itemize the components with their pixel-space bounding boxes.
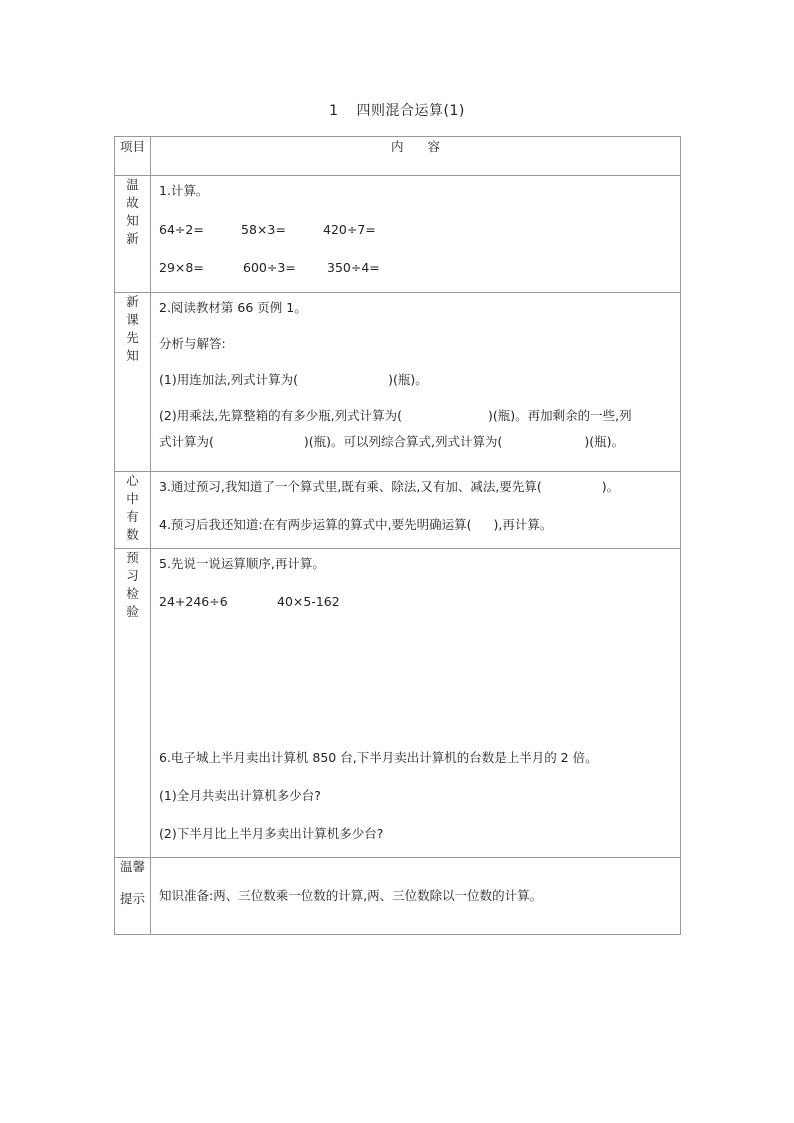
calc-row-1 (159, 220, 680, 240)
question-4: 4.预习后我还知道:在有两步运算的算式中,要先明确运算( ),再计算。 (159, 517, 553, 532)
lesson-number: 1 (329, 103, 339, 119)
new-lesson-content-cell (151, 293, 681, 472)
calc-item: 420÷7= (323, 222, 376, 237)
part-2-continued: 式计算为( )(瓶)。可以列综合算式,列式计算为( )(瓶)。 (159, 434, 625, 449)
question-6-1: (1)全月共卖出计算机多少台? (159, 788, 321, 803)
in-mind-content-cell (151, 472, 681, 549)
preview-check-label: 预习检验 (126, 550, 139, 619)
tips-label-a: 温馨 (119, 859, 145, 874)
question-5: 5.先说一说运算顺序,再计算。 (159, 556, 325, 571)
tips-row (115, 858, 681, 935)
calc-item: 58×3= (241, 222, 286, 237)
part-1: (1)用连加法,列式计算为( )(瓶)。 (159, 372, 428, 387)
calc-item: 350÷4= (327, 260, 380, 275)
question-6: 6.电子城上半月卖出计算机 850 台,下半月卖出计算机的台数是上半月的 2 倍。 (159, 750, 598, 765)
calc-item: 29×8= (159, 260, 204, 275)
expression-row (159, 592, 680, 612)
header-label: 项目 (119, 139, 145, 154)
calc-item: 600÷3= (243, 260, 296, 275)
worksheet-table (114, 136, 681, 935)
header-content-b: 容 (427, 139, 441, 154)
preview-check-content-cell (151, 549, 681, 858)
analysis-label: 分析与解答: (159, 336, 226, 351)
review-label-cell (115, 176, 151, 293)
page-title (0, 100, 794, 120)
in-mind-label-cell (115, 472, 151, 549)
header-content-a: 内 (390, 139, 404, 154)
expression: 40×5-162 (277, 594, 340, 609)
new-lesson-label: 新课先知 (126, 294, 139, 363)
calc-row-2 (159, 258, 680, 278)
new-lesson-label-cell (115, 293, 151, 472)
tips-label-cell (115, 858, 151, 935)
tips-label-b: 提示 (119, 891, 145, 906)
header-row (115, 137, 681, 176)
preview-check-label-cell (115, 549, 151, 858)
tips-content-cell (151, 858, 681, 935)
question-6-2: (2)下半月比上半月多卖出计算机多少台? (159, 826, 384, 841)
review-label: 温故知新 (126, 177, 139, 246)
part-2: (2)用乘法,先算整箱的有多少瓶,列式计算为( )(瓶)。再加剩余的一些,列 (159, 408, 632, 423)
preview-check-row (115, 549, 681, 858)
tips-text: 知识准备:两、三位数乘一位数的计算,两、三位数除以一位数的计算。 (159, 888, 543, 903)
question-3: 3.通过预习,我知道了一个算式里,既有乘、除法,又有加、减法,要先算( )。 (159, 479, 620, 494)
in-mind-row (115, 472, 681, 549)
header-content-cell (151, 137, 681, 176)
in-mind-label: 心中有数 (126, 473, 139, 542)
review-content-cell (151, 176, 681, 293)
reading-question: 2.阅读教材第 66 页例 1。 (159, 300, 307, 315)
review-question: 1.计算。 (159, 183, 209, 198)
expression: 24+246÷6 (159, 594, 228, 609)
new-lesson-row (115, 293, 681, 472)
calc-item: 64÷2= (159, 222, 204, 237)
lesson-title: 四则混合运算(1) (356, 103, 465, 119)
header-label-cell (115, 137, 151, 176)
review-row (115, 176, 681, 293)
